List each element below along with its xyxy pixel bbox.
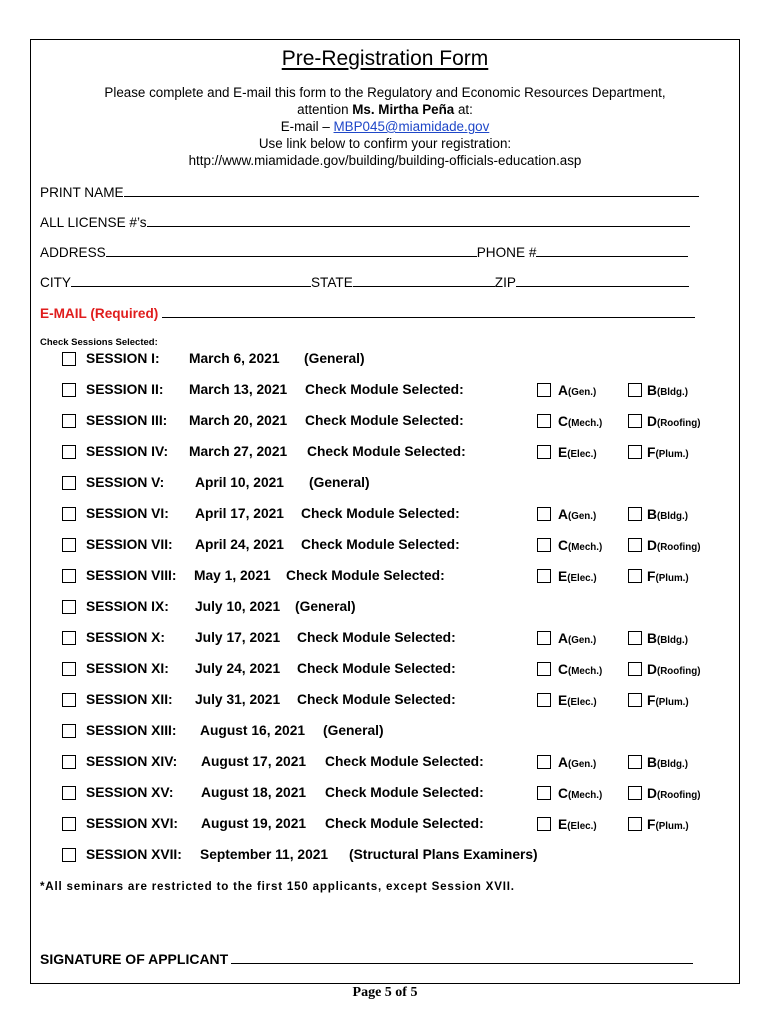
session-row [31,720,741,744]
module-e-suffix: (Elec.) [567,573,597,584]
session-detail: Check Module Selected: [325,785,484,800]
attention-suffix: at: [454,102,473,117]
session-detail: (General) [295,599,356,614]
module-a-label [558,382,596,400]
session-detail: Check Module Selected: [301,506,460,521]
zip-label: ZIP [494,275,516,290]
module-c-checkbox[interactable] [537,538,551,552]
session-row [31,410,741,434]
email-prefix: E-mail – [280,119,334,134]
session-label: SESSION V: [86,475,165,490]
module-c-checkbox[interactable] [537,662,551,676]
session-detail: Check Module Selected: [286,568,445,583]
session-label: SESSION II: [86,382,164,397]
module-a-checkbox[interactable] [537,383,551,397]
session-row [31,844,741,868]
module-f-suffix: (Plum.) [655,573,689,584]
intro-email [31,118,739,135]
session-row [31,689,741,713]
attention-name: Ms. Mirtha Peña [352,102,455,117]
intro-line-4: Use link below to confirm your registration: [258,136,512,151]
module-d-label [647,785,701,803]
signature-field [40,951,693,967]
module-b-checkbox[interactable] [628,507,642,521]
session-checkbox[interactable] [62,569,76,583]
module-c-letter: C [558,414,568,429]
module-d-suffix: (Roofing) [656,542,701,553]
session-checkbox[interactable] [62,662,76,676]
session-date: March 20, 2021 [189,413,288,428]
module-a-suffix: (Gen.) [567,635,597,646]
module-e-suffix: (Elec.) [567,449,597,460]
session-label: SESSION XVI: [86,816,179,831]
module-f-suffix: (Plum.) [655,821,689,832]
module-b-suffix: (Bldg.) [656,387,688,398]
restriction-note: *All seminars are restricted to the first 150 applicants, except Session XVII. [40,880,515,893]
session-checkbox[interactable] [62,414,76,428]
module-f-suffix: (Plum.) [655,697,689,708]
module-b-letter: B [647,631,657,646]
module-c-checkbox[interactable] [537,786,551,800]
session-label: SESSION XV: [86,785,174,800]
module-e-letter: E [558,817,568,832]
session-row [31,782,741,806]
session-checkbox[interactable] [62,383,76,397]
zip-line[interactable] [516,285,689,287]
module-e-label [558,816,597,834]
session-row [31,441,741,465]
session-label: SESSION IV: [86,444,169,459]
session-detail: Check Module Selected: [307,444,466,459]
signature-label: SIGNATURE OF APPLICANT [40,951,229,967]
session-row [31,813,741,837]
session-date: July 31, 2021 [195,692,281,707]
session-label: SESSION XIV: [86,754,178,769]
module-d-label [647,413,701,431]
module-e-suffix: (Elec.) [567,821,597,832]
session-detail: Check Module Selected: [297,661,456,676]
module-a-letter: A [558,383,568,398]
email-line[interactable] [162,316,695,318]
session-checkbox[interactable] [62,445,76,459]
session-detail: (General) [309,475,370,490]
license-line[interactable] [147,225,690,227]
module-f-suffix: (Plum.) [655,449,689,460]
module-c-suffix: (Mech.) [567,542,603,553]
module-b-label [647,630,688,648]
module-d-letter: D [647,662,657,677]
session-checkbox[interactable] [62,476,76,490]
module-f-letter: F [647,693,656,708]
email-link[interactable]: MBP045@miamidade.gov [333,119,490,134]
print-name-label: PRINT NAME [40,185,124,200]
city-label: CITY [40,275,71,290]
module-d-checkbox[interactable] [628,538,642,552]
phone-line[interactable] [536,255,688,257]
session-date: April 24, 2021 [195,537,284,552]
module-e-letter: E [558,445,568,460]
session-detail: Check Module Selected: [325,754,484,769]
module-c-letter: C [558,786,568,801]
module-e-letter: E [558,569,568,584]
module-b-label [647,382,688,400]
session-detail: Check Module Selected: [305,413,464,428]
module-c-label [558,537,602,555]
module-a-label [558,506,596,524]
module-a-letter: A [558,507,568,522]
module-f-label [647,444,689,462]
module-c-checkbox[interactable] [537,414,551,428]
module-d-letter: D [647,538,657,553]
module-b-suffix: (Bldg.) [656,635,688,646]
module-e-checkbox[interactable] [537,817,551,831]
session-row [31,472,741,496]
session-detail: Check Module Selected: [305,382,464,397]
module-a-label [558,630,596,648]
session-checkbox[interactable] [62,848,76,862]
module-e-label [558,692,597,710]
session-detail: (Structural Plans Examiners) [349,847,538,862]
module-f-letter: F [647,817,656,832]
print-name-field [40,185,699,200]
module-d-letter: D [647,786,657,801]
session-checkbox[interactable] [62,600,76,614]
module-a-suffix: (Gen.) [567,387,597,398]
print-name-line[interactable] [124,195,699,197]
session-date: July 10, 2021 [195,599,281,614]
session-label: SESSION VII: [86,537,173,552]
session-detail: Check Module Selected: [297,630,456,645]
session-detail: Check Module Selected: [301,537,460,552]
session-checkbox[interactable] [62,631,76,645]
session-checkbox[interactable] [62,724,76,738]
session-checkbox[interactable] [62,755,76,769]
module-f-checkbox[interactable] [628,817,642,831]
session-row [31,348,741,372]
module-d-suffix: (Roofing) [656,790,701,801]
module-d-checkbox[interactable] [628,786,642,800]
module-a-letter: A [558,631,568,646]
session-checkbox[interactable] [62,352,76,366]
module-e-checkbox[interactable] [537,693,551,707]
session-label: SESSION XVII: [86,847,182,862]
phone-label: PHONE # [476,245,537,260]
session-date: March 6, 2021 [189,351,280,366]
session-label: SESSION XII: [86,692,173,707]
module-d-label [647,661,701,679]
session-date: March 13, 2021 [189,382,288,397]
session-date: July 17, 2021 [195,630,281,645]
session-row [31,596,741,620]
session-detail: (General) [323,723,384,738]
session-label: SESSION I: [86,351,160,366]
module-e-suffix: (Elec.) [567,697,597,708]
license-field [40,215,690,230]
city-line[interactable] [71,285,311,287]
session-checkbox[interactable] [62,786,76,800]
license-label: ALL LICENSE #’s [40,215,147,230]
module-e-label [558,568,597,586]
session-detail: Check Module Selected: [325,816,484,831]
session-date: April 10, 2021 [195,475,284,490]
state-label: STATE [310,275,353,290]
session-date: March 27, 2021 [189,444,288,459]
form-title: Pre-Registration Form [281,47,489,70]
module-f-label [647,816,689,834]
intro-url[interactable]: http://www.miamidade.gov/building/building-officials-education.asp [188,153,582,168]
module-a-checkbox[interactable] [537,631,551,645]
session-label: SESSION X: [86,630,165,645]
module-d-letter: D [647,414,657,429]
check-sessions-title: Check Sessions Selected: [40,337,158,348]
module-f-label [647,568,689,586]
module-b-letter: B [647,755,657,770]
module-c-label [558,413,602,431]
module-c-label [558,661,602,679]
module-b-letter: B [647,383,657,398]
address-line[interactable] [106,255,477,257]
session-date: April 17, 2021 [195,506,284,521]
session-row [31,379,741,403]
session-row [31,534,741,558]
session-date: September 11, 2021 [200,847,329,862]
module-e-checkbox[interactable] [537,569,551,583]
module-c-letter: C [558,538,568,553]
session-row [31,565,741,589]
module-a-checkbox[interactable] [537,755,551,769]
session-label: SESSION VI: [86,506,169,521]
module-b-checkbox[interactable] [628,631,642,645]
session-checkbox[interactable] [62,507,76,521]
address-phone-field [40,245,688,260]
intro-attention [31,101,739,118]
attention-prefix: attention [297,102,353,117]
session-date: August 18, 2021 [201,785,307,800]
module-c-label [558,785,602,803]
session-label: SESSION XIII: [86,723,177,738]
module-b-checkbox[interactable] [628,383,642,397]
session-label: SESSION IX: [86,599,169,614]
intro-line-1: Please complete and E-mail this form to the Regulatory and Economic Resources Department, [104,85,666,100]
session-date: August 16, 2021 [200,723,306,738]
module-b-suffix: (Bldg.) [656,759,688,770]
module-a-checkbox[interactable] [537,507,551,521]
module-f-checkbox[interactable] [628,445,642,459]
module-a-suffix: (Gen.) [567,759,597,770]
form-frame [30,39,740,984]
session-row [31,751,741,775]
module-d-checkbox[interactable] [628,414,642,428]
module-d-label [647,537,701,555]
session-label: SESSION III: [86,413,168,428]
session-date: August 17, 2021 [201,754,307,769]
session-row [31,503,741,527]
module-b-label [647,754,688,772]
module-b-suffix: (Bldg.) [656,511,688,522]
session-detail: (General) [304,351,365,366]
module-e-label [558,444,597,462]
page-number: Page 5 of 5 [352,985,418,1000]
module-b-checkbox[interactable] [628,755,642,769]
module-e-letter: E [558,693,568,708]
email-field [40,306,695,321]
session-row [31,658,741,682]
session-label: SESSION VIII: [86,568,177,583]
email-label: E-MAIL (Required) [40,306,159,321]
session-label: SESSION XI: [86,661,169,676]
city-state-zip-field [40,275,689,290]
module-d-suffix: (Roofing) [656,666,701,677]
module-b-label [647,506,688,524]
session-row [31,627,741,651]
module-c-suffix: (Mech.) [567,790,603,801]
module-f-checkbox[interactable] [628,569,642,583]
session-checkbox[interactable] [62,693,76,707]
signature-line[interactable] [231,962,693,964]
module-c-suffix: (Mech.) [567,666,603,677]
module-d-checkbox[interactable] [628,662,642,676]
module-a-suffix: (Gen.) [567,511,597,522]
module-f-letter: F [647,445,656,460]
module-f-letter: F [647,569,656,584]
module-f-label [647,692,689,710]
module-a-label [558,754,596,772]
module-d-suffix: (Roofing) [656,418,701,429]
module-c-suffix: (Mech.) [567,418,603,429]
session-checkbox[interactable] [62,538,76,552]
module-b-letter: B [647,507,657,522]
state-line[interactable] [353,285,495,287]
module-f-checkbox[interactable] [628,693,642,707]
session-date: August 19, 2021 [201,816,307,831]
module-a-letter: A [558,755,568,770]
module-e-checkbox[interactable] [537,445,551,459]
session-date: July 24, 2021 [195,661,281,676]
session-detail: Check Module Selected: [297,692,456,707]
session-date: May 1, 2021 [194,568,271,583]
module-c-letter: C [558,662,568,677]
session-checkbox[interactable] [62,817,76,831]
address-label: ADDRESS [40,245,106,260]
